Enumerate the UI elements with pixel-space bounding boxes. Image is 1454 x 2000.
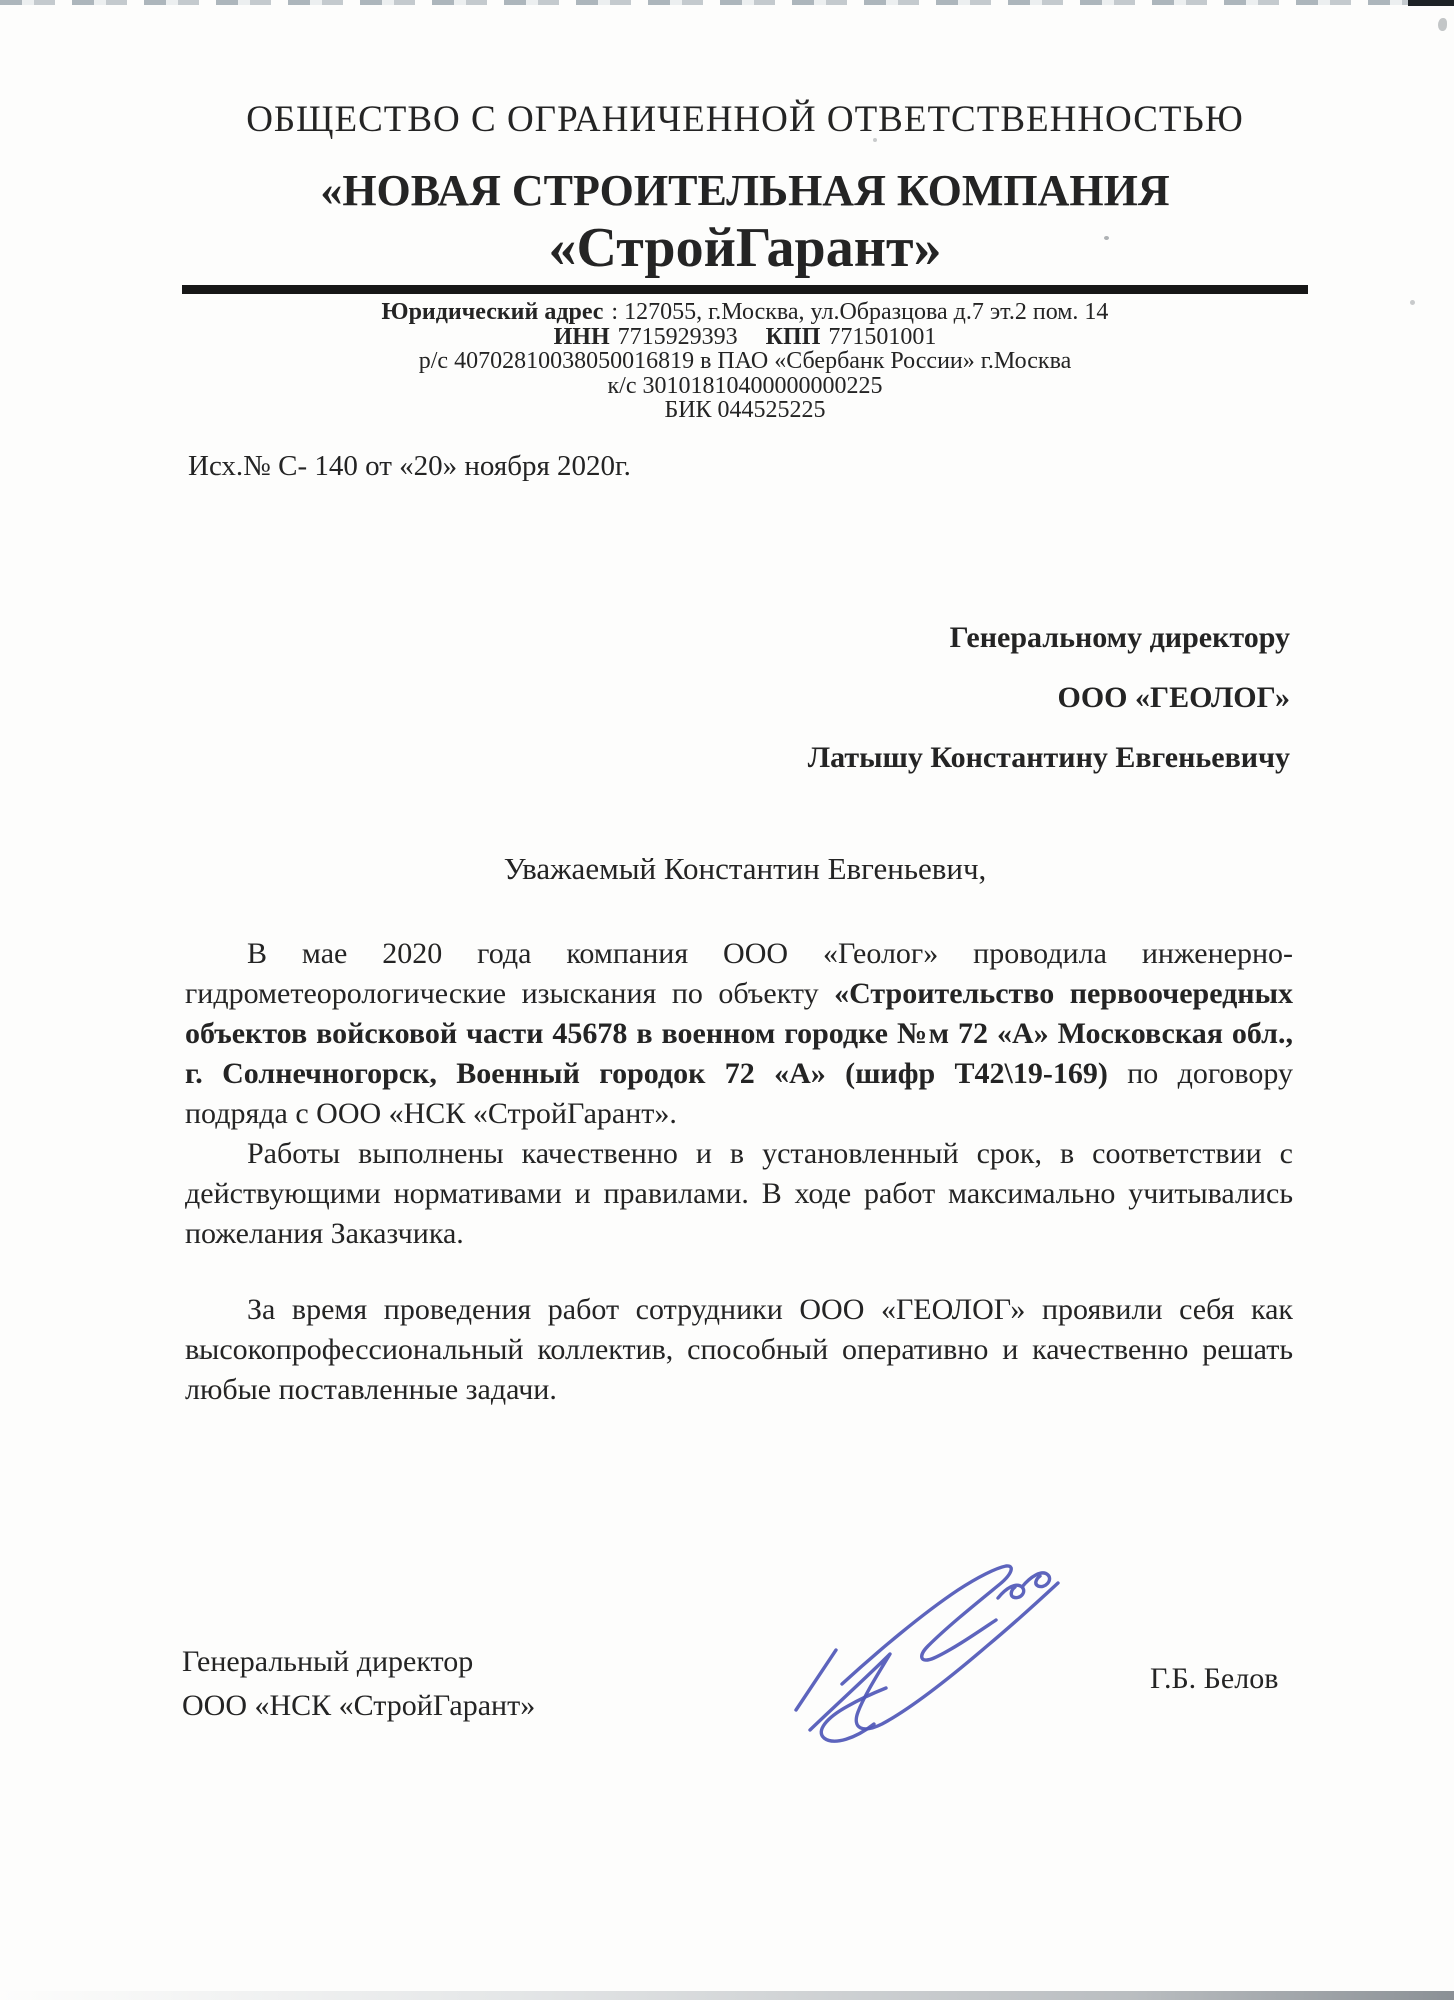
- body-paragraph-2: Работы выполнены качественно и в установленный срок, в соответствии с действующими нормативами и правилами. В ходе работ максимально учитывались пожелания Заказчика.: [185, 1137, 1293, 1250]
- salutation-line: Уважаемый Константин Евгеньевич,: [503, 851, 987, 886]
- inn-value: 7715929393: [617, 323, 738, 350]
- org-type-line: ОБЩЕСТВО С ОГРАНИЧЕННОЙ ОТВЕТСТВЕННОСТЬЮ: [246, 99, 1244, 140]
- paragraph-1-end: по договору подряда с ООО «НСК «СтройГарант».: [185, 1057, 1293, 1130]
- legal-address-line: [182, 300, 1308, 325]
- kpp-value: 771501001: [828, 323, 937, 350]
- signature-ink: [782, 1534, 1082, 1759]
- signer-title-line1: Генеральный директор: [182, 1645, 474, 1678]
- correspondent-account-line: к/с 30101810400000000225: [607, 372, 883, 399]
- kpp-label: КПП: [765, 323, 821, 350]
- addressee-position: Генеральному директору: [949, 621, 1290, 654]
- letterhead-divider-rule: [182, 285, 1308, 294]
- inn-kpp-line: [182, 325, 1308, 350]
- body-paragraph-3: За время проведения работ сотрудники ООО «ГЕОЛОГ» проявили себя как высокопрофессиональный коллектив, способный оперативно и качественно решать любые поставленные задачи.: [185, 1293, 1293, 1406]
- signer-name: Г.Б. Белов: [1150, 1662, 1279, 1695]
- addressee-block: [808, 608, 1290, 788]
- inn-label: ИНН: [553, 323, 610, 350]
- company-name-line1: «НОВАЯ СТРОИТЕЛЬНАЯ КОМПАНИЯ: [320, 166, 1170, 215]
- signer-title-block: [182, 1640, 535, 1728]
- scan-edge-bottom-shadow: [0, 1991, 1454, 2000]
- letter-body: [185, 934, 1293, 1410]
- letterhead: [182, 98, 1308, 423]
- bik-line: БИК 044525225: [664, 397, 826, 423]
- settlement-account-line: р/с 40702810038050016819 в ПАО «Сбербанк России» г.Москва: [418, 348, 1072, 374]
- legal-address-label: Юридический адрес: [381, 299, 604, 325]
- signer-title-line2: ООО «НСК «СтройГарант»: [182, 1689, 536, 1722]
- addressee-company: ООО «ГЕОЛОГ»: [1057, 681, 1290, 714]
- paragraph-1-bold-object: «Строительство первоочередных объектов войсковой части 45678 в военном городке №м 72 «А» Московская обл., г. Солнечногорск, Военный городок 72 «А» (шифр Т42\19-169): [185, 977, 1294, 1090]
- scan-edge-top-artifact: [0, 0, 1454, 5]
- company-name-line2: «СтройГарант»: [548, 217, 942, 279]
- scan-speck: [1438, 18, 1447, 31]
- outgoing-reference-line: Исх.№ С- 140 от «20» ноября 2020г.: [188, 450, 631, 482]
- body-paragraph-1: [185, 934, 1293, 1134]
- paragraph-1-start: В мае 2020 года компания ООО «Геолог» проводила инженерно-гидрометеорологические изыскания по объекту: [185, 937, 1293, 1010]
- addressee-name: Латышу Константину Евгеньевичу: [807, 741, 1290, 774]
- scan-corner-mark: [1408, 0, 1454, 6]
- legal-address-value: : 127055, г.Москва, ул.Образцова д.7 эт.2 пом. 14: [611, 299, 1109, 325]
- requisites-block: [182, 300, 1308, 423]
- scan-speck: [1410, 300, 1415, 305]
